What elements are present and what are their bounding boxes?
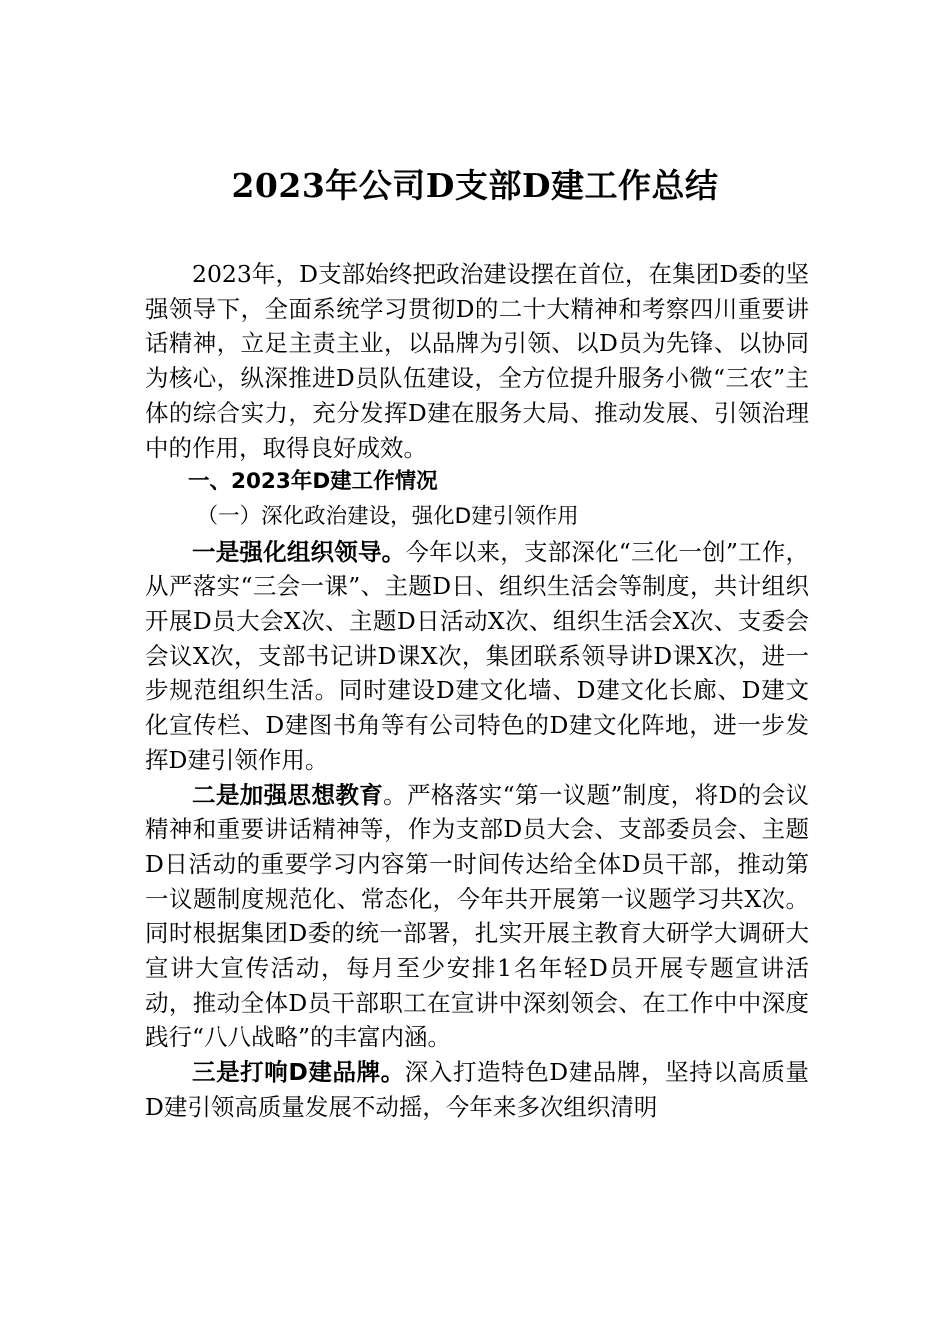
paragraph-item-3 — [145, 1055, 809, 1124]
section-heading: 一、2023年D建工作情况 — [188, 469, 438, 495]
paragraph-lead: 一是强化组织领导。 — [192, 537, 406, 566]
paragraph-lead: 三是打响D建品牌。 — [192, 1058, 405, 1087]
document-body — [145, 257, 809, 1125]
subsection-heading: （一）深化政治建设，强化D建引领作用 — [196, 503, 579, 529]
paragraph-text: 今年以来，支部深化“三化一创”工作，从严落实“三会一课”、主题D日、组织生活会等制度，共计组织开展D员大会X次、主题D日活动X次、组织生活会X次、支委会会议X次，支部书记讲D课X次，集团联系领导讲D课X次，进一步规范组织生活。同时建设D建文化墙、D建文化长廊、D建文化宣传栏、D建图书角等有公司特色的D建文化阵地，进一步发挥D建引领作用。 — [145, 537, 810, 774]
document-title: 2023年公司D支部D建工作总结 — [231, 166, 719, 205]
paragraph-lead: 二是加强思想教育 — [192, 780, 384, 809]
paragraph-item-1 — [145, 535, 809, 778]
paragraph-text: 深入打造特色D建品牌，坚持以高质量D建引领高质量发展不动摇，今年来多次组织清明 — [145, 1058, 809, 1121]
intro-paragraph: 2023年，D支部始终把政治建设摆在首位，在集团D委的坚强领导下，全面系统学习贯彻D的二十大精神和考察四川重要讲话精神，立足主责主业，以品牌为引领、以D员为先锋、以协同为核心，纵深推进D员队伍建设，全方位提升服务小微“三农”主体的综合实力，充分发挥D建在服务大局、推动发展、引领治理中的作用，取得良好成效。 — [145, 260, 809, 462]
paragraph-text: 。严格落实“第一议题”制度，将D的会议精神和重要讲话精神等，作为支部D员大会、支部委员会、主题D日活动的重要学习内容第一时间传达给全体D员干部，推动第一议题制度规范化、常态化，今年共开展第一议题学习共X次。同时根据集团D委的统一部署，扎实开展主教育大研学大调研大宣讲大宣传活动，每月至少安排1名年轻D员开展专题宣讲活动，推动全体D员干部职工在宣讲中深刻领会、在工作中中深度践行“八八战略”的丰富内涵。 — [145, 780, 810, 1052]
paragraph-item-2 — [145, 778, 809, 1056]
